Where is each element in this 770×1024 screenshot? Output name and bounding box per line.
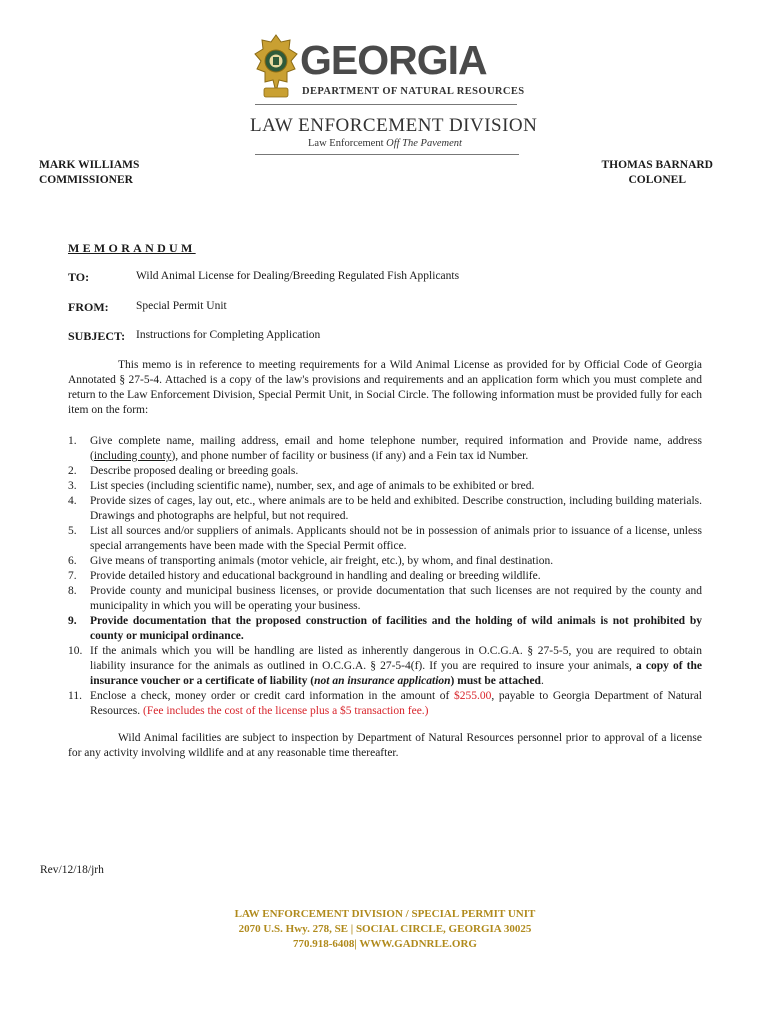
dnr-badge-logo [254, 34, 298, 100]
commissioner-block [39, 158, 139, 188]
item-text: Provide county and municipal business licenses, or provide documentation that such licenses are not required by the county and municipality in which you will be operating your business. [90, 585, 702, 612]
item-number: 8. [68, 585, 77, 597]
commissioner-title: COMMISSIONER [39, 174, 133, 186]
item-text: List species (including scientific name), number, sex, and age of animals to be exhibited or bred. [90, 480, 535, 492]
colonel-title: COLONEL [628, 174, 686, 186]
item-number: 1. [68, 435, 77, 447]
from-label: FROM: [68, 300, 109, 314]
item-underlined-text: including county [93, 450, 172, 462]
item-number: 6. [68, 555, 77, 567]
item-text: . [540, 675, 544, 687]
list-item [68, 569, 702, 584]
item-text: If the animals which you will be handling are listed as inherently dangerous in O.C.G.A. § 27-5-5, you are required to obtain liability insurance for the animals as outlined in O.C.G.A. § 27-5-4(f). If you are required to insure your animals, [90, 645, 702, 672]
department-name: DEPARTMENT OF NATURAL RESOURCES [302, 86, 525, 97]
tagline [308, 138, 462, 149]
item-bold-italic-text: not an insurance application [314, 675, 451, 687]
item-number: 10. [68, 645, 83, 657]
memo-title: MEMORANDUM [68, 241, 196, 255]
colonel-name: THOMAS BARNARD [601, 159, 713, 171]
item-text: ), and phone number of facility or business (if any) and a Fein tax id Number. [171, 450, 529, 462]
fee-note: (Fee includes the cost of the license plus a $5 transaction fee.) [143, 705, 429, 717]
subject-value: Instructions for Completing Application [136, 329, 321, 341]
subject-label: SUBJECT: [68, 329, 126, 343]
item-text: Provide detailed history and educational background in handling and dealing or breeding wildlife. [90, 570, 541, 582]
item-text: Provide documentation that the proposed construction of facilities and the holding of wild animals is not prohibited by county or municipal ordinance. [90, 615, 702, 642]
item-bold-text: ) must be attached [450, 675, 541, 687]
list-item [68, 584, 702, 614]
item-number: 9. [68, 615, 77, 627]
item-number: 4. [68, 495, 77, 507]
fee-amount: $255.00 [454, 690, 492, 702]
item-number: 2. [68, 465, 77, 477]
from-value: Special Permit Unit [136, 300, 227, 312]
footer-line-address: 2070 U.S. Hwy. 278, SE | SOCIAL CIRCLE, GEORGIA 30025 [238, 923, 532, 935]
list-item [68, 524, 702, 554]
list-item [68, 644, 702, 689]
list-item [68, 464, 702, 479]
revision-code: Rev/12/18/jrh [40, 864, 104, 876]
list-item [68, 479, 702, 494]
footer-line-unit: LAW ENFORCEMENT DIVISION / SPECIAL PERMIT UNIT [234, 908, 536, 920]
item-number: 3. [68, 480, 77, 492]
list-item [68, 434, 702, 464]
item-text: Give means of transporting animals (motor vehicle, air freight, etc.), by whom, and final destination. [90, 555, 554, 567]
to-label: TO: [68, 270, 90, 284]
list-item [68, 614, 702, 644]
header-divider-bottom [255, 154, 519, 155]
header-divider-top [255, 104, 517, 105]
list-item [68, 689, 702, 719]
list-item [68, 554, 702, 569]
tagline-emphasis: Off The Pavement [386, 138, 462, 149]
georgia-wordmark: GEORGIA [300, 37, 487, 83]
commissioner-name: MARK WILLIAMS [39, 159, 140, 171]
to-value: Wild Animal License for Dealing/Breeding Regulated Fish Applicants [136, 270, 460, 282]
item-text: Describe proposed dealing or breeding goals. [90, 465, 299, 477]
closing-paragraph: Wild Animal facilities are subject to inspection by Department of Natural Resources personnel prior to approval of a license for any activity involving wildlife and at any reasonable time thereafter. [68, 732, 702, 759]
division-name: LAW ENFORCEMENT DIVISION [250, 115, 538, 136]
item-number: 11. [68, 690, 82, 702]
colonel-block [602, 158, 714, 188]
intro-paragraph: This memo is in reference to meeting requirements for a Wild Animal License as provided for by Official Code of Georgia Annotated § 27-5-4. Attached is a copy of the law's provisions and requirements and an application form which you must complete and return to the Law Enforcement Division, Special Permit Unit, in Social Circle. The following information must be provided fully for each item on the form: [68, 359, 702, 416]
item-bold-text: a copy of the insurance voucher or a certificate of liability ( [90, 660, 703, 687]
list-item [68, 494, 702, 524]
footer [0, 907, 770, 952]
item-text: Enclose a check, money order or credit card information in the amount of [90, 690, 455, 702]
item-text: Give complete name, mailing address, email and home telephone number, required information and Provide name, address ( [90, 435, 702, 462]
item-text: , payable to Georgia Department of Natural Resources. [90, 690, 702, 717]
requirements-list [68, 434, 702, 719]
tagline-prefix: Law Enforcement [308, 138, 387, 149]
item-text: Provide sizes of cages, lay out, etc., where animals are to be held and exhibited. Describe construction, including building materials. Drawings and photographs are helpful, but not required. [90, 495, 702, 522]
item-text: List all sources and/or suppliers of animals. Applicants should not be in possession of animals prior to issuance of a license, unless special arrangements have been made with the Special Permit office. [90, 525, 702, 552]
footer-line-contact: 770.918-6408| WWW.GADNRLE.ORG [293, 938, 477, 950]
item-number: 5. [68, 525, 77, 537]
item-number: 7. [68, 570, 77, 582]
